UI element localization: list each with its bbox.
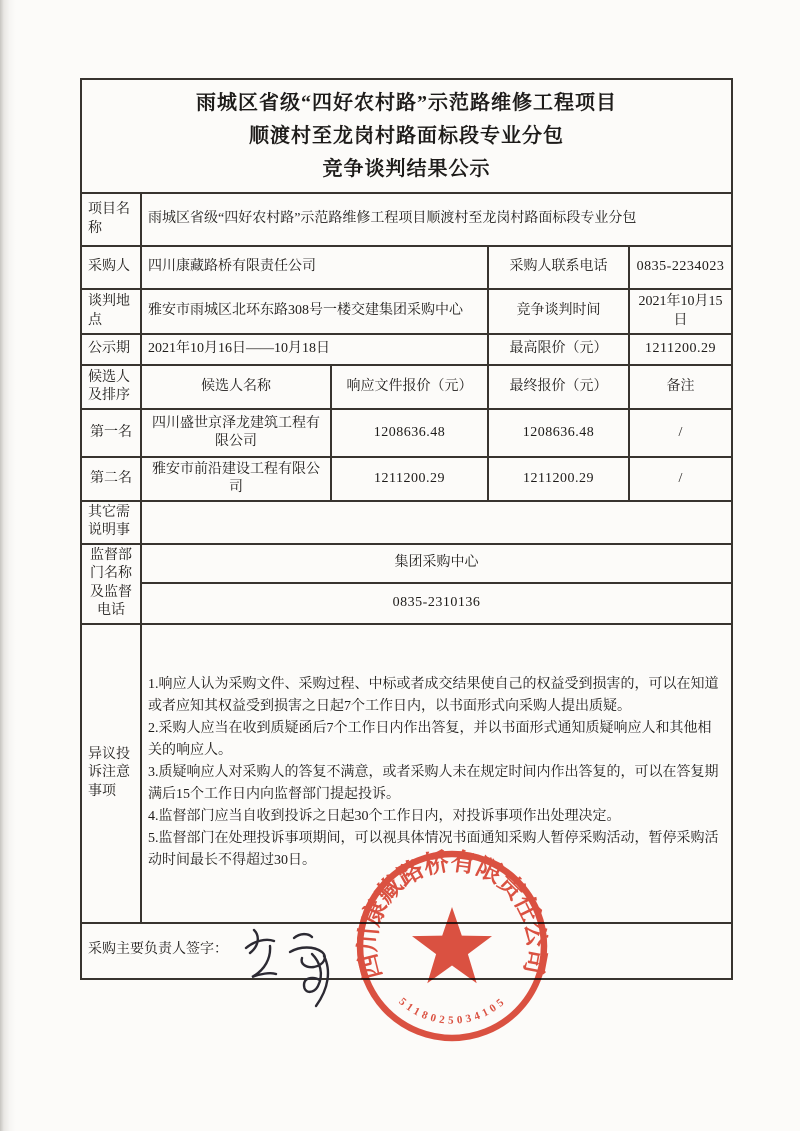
candidate-1-note: / [629, 409, 732, 457]
candidate-2-note: / [629, 457, 732, 501]
other-notes-value [141, 501, 732, 544]
venue-label: 谈判地点 [81, 289, 141, 334]
scan-page-edge-shadow [0, 0, 16, 1131]
candidate-1-rank: 第一名 [81, 409, 141, 457]
candidate-bid-header: 响应文件报价（元） [331, 365, 488, 409]
objection-item-1: 1.响应人认为采购文件、采购过程、中标或者成交结果使自己的权益受到损害的，可以在知道或者应知其权益受到损害之日起7个工作日内，以书面形式向采购人提出质疑。 [148, 677, 719, 715]
objection-label: 异议投诉注意事项 [81, 624, 141, 923]
venue-value: 雅安市雨城区北环东路308号一楼交建集团采购中心 [141, 289, 488, 334]
title-line-1: 雨城区省级“四好农村路”示范路维修工程项目 [196, 91, 617, 114]
candidate-note-header: 备注 [629, 365, 732, 409]
candidate-2-bid: 1211200.29 [331, 457, 488, 501]
title-line-2: 顺渡村至龙岗村路面标段专业分包 [249, 124, 564, 147]
max-price-label: 最高限价（元） [488, 334, 629, 365]
max-price-value: 1211200.29 [629, 334, 732, 365]
document-title-block [81, 79, 732, 193]
candidate-2-rank: 第二名 [81, 457, 141, 501]
candidate-row-2 [81, 457, 732, 501]
signature-label: 采购主要负责人签字： [88, 942, 228, 958]
purchaser-label: 采购人 [81, 246, 141, 289]
negotiation-time-label: 竞争谈判时间 [488, 289, 629, 334]
candidate-1-name: 四川盛世京泽龙建筑工程有限公司 [141, 409, 331, 457]
title-line-3: 竞争谈判结果公示 [322, 157, 491, 180]
candidate-1-final: 1208636.48 [488, 409, 629, 457]
objection-item-4: 4.监督部门应当自收到投诉之日起30个工作日内，对投诉事项作出处理决定。 [148, 809, 621, 825]
candidate-2-final: 1211200.29 [488, 457, 629, 501]
negotiation-time-value: 2021年10月15日 [629, 289, 732, 334]
candidates-label: 候选人及排序 [81, 365, 141, 409]
project-name-label: 项目名称 [81, 193, 141, 246]
purchaser-value: 四川康藏路桥有限责任公司 [141, 246, 488, 289]
supervision-phone: 0835-2310136 [141, 583, 732, 624]
seal-company-text: 四川康藏路桥有限责任公司 [354, 848, 550, 982]
candidate-name-header: 候选人名称 [141, 365, 331, 409]
other-notes-label: 其它需说明事 [81, 501, 141, 544]
objection-notice-text [141, 624, 732, 923]
publicity-value: 2021年10月16日——10月18日 [141, 334, 488, 365]
seal-number-text: 5118025034105 [396, 995, 507, 1027]
objection-item-3: 3.质疑响应人对采购人的答复不满意，或者采购人未在规定时间内作出答复的，可以在答复期满后15个工作日内向监督部门提起投诉。 [148, 765, 719, 803]
candidate-row-1 [81, 409, 732, 457]
project-name-value: 雨城区省级“四好农村路”示范路维修工程项目顺渡村至龙岗村路面标段专业分包 [141, 193, 732, 246]
objection-item-5: 5.监督部门在处理投诉事项期间，可以视具体情况书面通知采购人暂停采购活动，暂停采购活动时间最长不得超过30日。 [148, 831, 719, 869]
purchaser-phone-value: 0835-2234023 [629, 246, 732, 289]
supervision-label: 监督部门名称及监督电话 [81, 544, 141, 624]
candidate-1-bid: 1208636.48 [331, 409, 488, 457]
signature-row [81, 923, 732, 979]
candidate-final-header: 最终报价（元） [488, 365, 629, 409]
announcement-table [80, 78, 733, 980]
objection-item-2: 2.采购人应当在收到质疑函后7个工作日内作出答复，并以书面形式通知质疑响应人和其他相关的响应人。 [148, 721, 712, 759]
purchaser-phone-label: 采购人联系电话 [488, 246, 629, 289]
candidate-2-name: 雅安市前沿建设工程有限公司 [141, 457, 331, 501]
publicity-label: 公示期 [81, 334, 141, 365]
supervision-department: 集团采购中心 [141, 544, 732, 583]
